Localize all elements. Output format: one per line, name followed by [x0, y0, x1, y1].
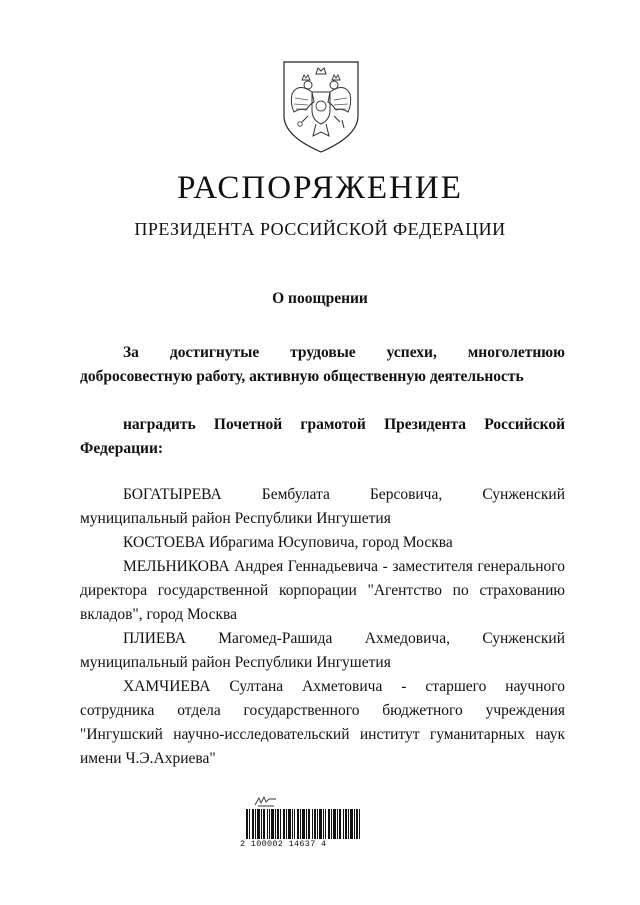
awardee-item: ХАМЧИЕВА Султана Ахметовича - старшего научного сотрудника отдела государственного бюджетного учреждения "Ингушский научно-исследовательский институт гуманитарных наук имени Ч.Э.Ахриева"	[80, 678, 565, 767]
awardee-list	[80, 483, 565, 771]
document-subtitle: ПРЕЗИДЕНТА РОССИЙСКОЙ ФЕДЕРАЦИИ	[134, 219, 506, 239]
barcode-number: 2 100002 14637 4	[240, 839, 327, 849]
awardee-item: ПЛИЕВА Магомед-Рашида Ахмедовича, Сунженский муниципальный район Республики Ингушетия	[80, 630, 565, 671]
document-title: РАСПОРЯЖЕНИЕ	[177, 170, 463, 206]
document-subject: О поощрении	[272, 290, 368, 307]
decision-paragraph: наградить Почетной грамотой Президента Российской Федерации:	[80, 416, 565, 457]
barcode-block	[240, 795, 360, 855]
awardee-item: МЕЛЬНИКОВА Андрея Геннадьевича - заместителя генерального директора государственной корпорации "Агентство по страхованию вкладов", город Москва	[80, 558, 565, 623]
awardee-item: БОГАТЫРЕВА Бембулата Берсовича, Сунженский муниципальный район Республики Ингушетия	[80, 486, 565, 527]
coat-of-arms-emblem	[278, 58, 364, 154]
preamble-paragraph: За достигнутые трудовые успехи, многолетнюю добросовестную работу, активную общественную деятельность	[80, 344, 565, 385]
barcode	[246, 809, 360, 839]
signature-mark	[254, 795, 278, 807]
awardee-item: КОСТОЕВА Ибрагима Юсуповича, город Москва	[123, 534, 453, 551]
